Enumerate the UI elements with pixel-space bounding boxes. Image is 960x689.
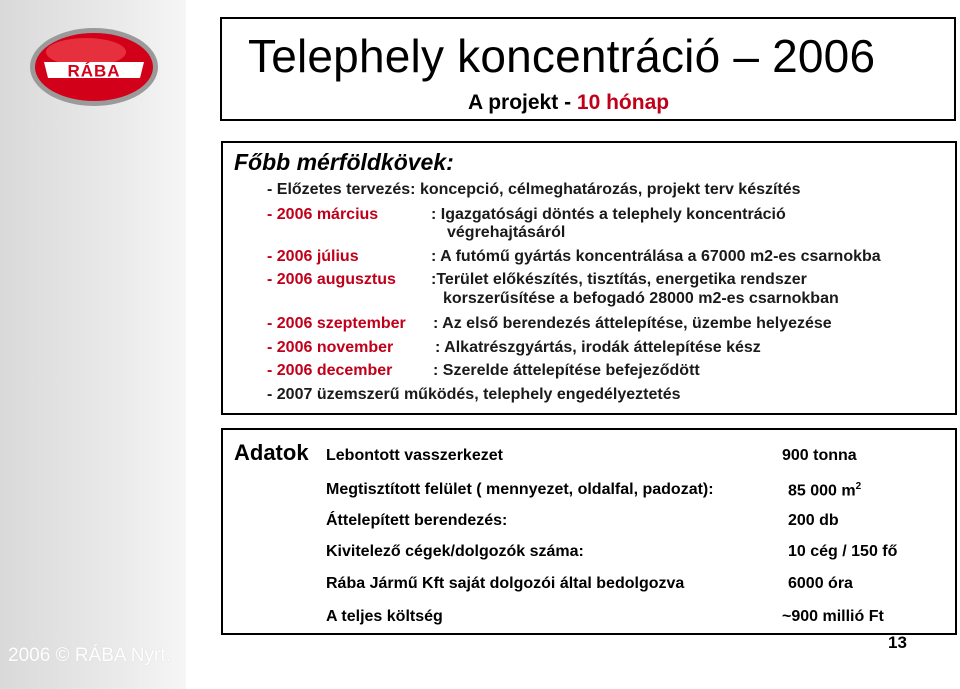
milestone-date: - 2006 augusztus xyxy=(267,271,396,288)
milestone-date: - 2006 december xyxy=(267,362,393,379)
milestone-text: : Az első berendezés áttelepítése, üzembe helyezése xyxy=(433,315,832,332)
data-row-value: 900 tonna xyxy=(782,447,857,464)
data-row-label: A teljes költség xyxy=(326,608,443,625)
milestone-date: - 2006 november xyxy=(267,339,394,356)
milestone-text: : Szerelde áttelepítése befejeződött xyxy=(433,362,700,379)
milestone-text-continued: végrehajtásáról xyxy=(447,224,566,241)
milestone-text: - Előzetes tervezés: koncepció, célmeghatározás, projekt terv készítés xyxy=(267,181,801,198)
milestone-item xyxy=(267,181,801,199)
subtitle-duration: 10 hónap xyxy=(576,91,670,114)
title-box xyxy=(220,17,956,121)
page-number: 13 xyxy=(888,633,907,652)
raba-logo xyxy=(28,26,160,108)
data-row-value: 6000 óra xyxy=(788,575,853,592)
milestone-text-continued: korszerűsítése a befogadó 28000 m2-es csarnokban xyxy=(443,290,839,307)
milestone-date: - 2006 július xyxy=(267,248,359,265)
data-row-label: Kivitelező cégek/dolgozók száma: xyxy=(326,543,584,560)
area-unit-exponent: 2 xyxy=(855,481,862,492)
data-row-label: Áttelepített berendezés: xyxy=(326,512,508,529)
milestones-heading: Főbb mérföldkövek: xyxy=(234,149,454,175)
milestone-text: : A futómű gyártás koncentrálása a 67000 m2-es csarnokba xyxy=(431,248,881,265)
milestones-box xyxy=(221,141,957,415)
milestone-item xyxy=(267,386,681,404)
page-title: Telephely koncentráció – 2006 xyxy=(248,30,876,82)
data-row-label: Lebontott vasszerkezet xyxy=(326,447,503,464)
subtitle-prefix: A projekt - xyxy=(468,91,577,114)
milestone-date: - 2006 szeptember xyxy=(267,315,406,332)
milestone-date: - 2006 március xyxy=(267,206,379,223)
milestone-text: : Alkatrészgyártás, irodák áttelepítése kész xyxy=(435,339,761,356)
sidebar xyxy=(0,0,186,689)
svg-text:RÁBA: RÁBA xyxy=(67,61,121,81)
data-row-value xyxy=(788,481,861,500)
milestone-text: :Terület előkészítés, tisztítás, energetika rendszer xyxy=(431,271,807,288)
data-heading: Adatok xyxy=(234,440,309,465)
milestone-text: - 2007 üzemszerű működés, telephely engedélyeztetés xyxy=(267,386,681,403)
milestone-text: : Igazgatósági döntés a telephely koncentráció xyxy=(431,206,786,223)
area-value: 85 000 m xyxy=(788,482,856,500)
data-row-value: ~900 millió Ft xyxy=(782,608,884,625)
data-row-value: 10 cég / 150 fő xyxy=(788,543,898,560)
data-row-label: Rába Jármű Kft saját dolgozói által bedolgozva xyxy=(326,575,685,592)
data-box xyxy=(221,428,957,635)
copyright-text: 2006 © RÁBA Nyrt. xyxy=(8,645,171,666)
page-subtitle xyxy=(468,91,669,115)
data-row-value: 200 db xyxy=(788,512,839,529)
data-row-label: Megtisztított felület ( mennyezet, oldalfal, padozat): xyxy=(326,481,714,498)
